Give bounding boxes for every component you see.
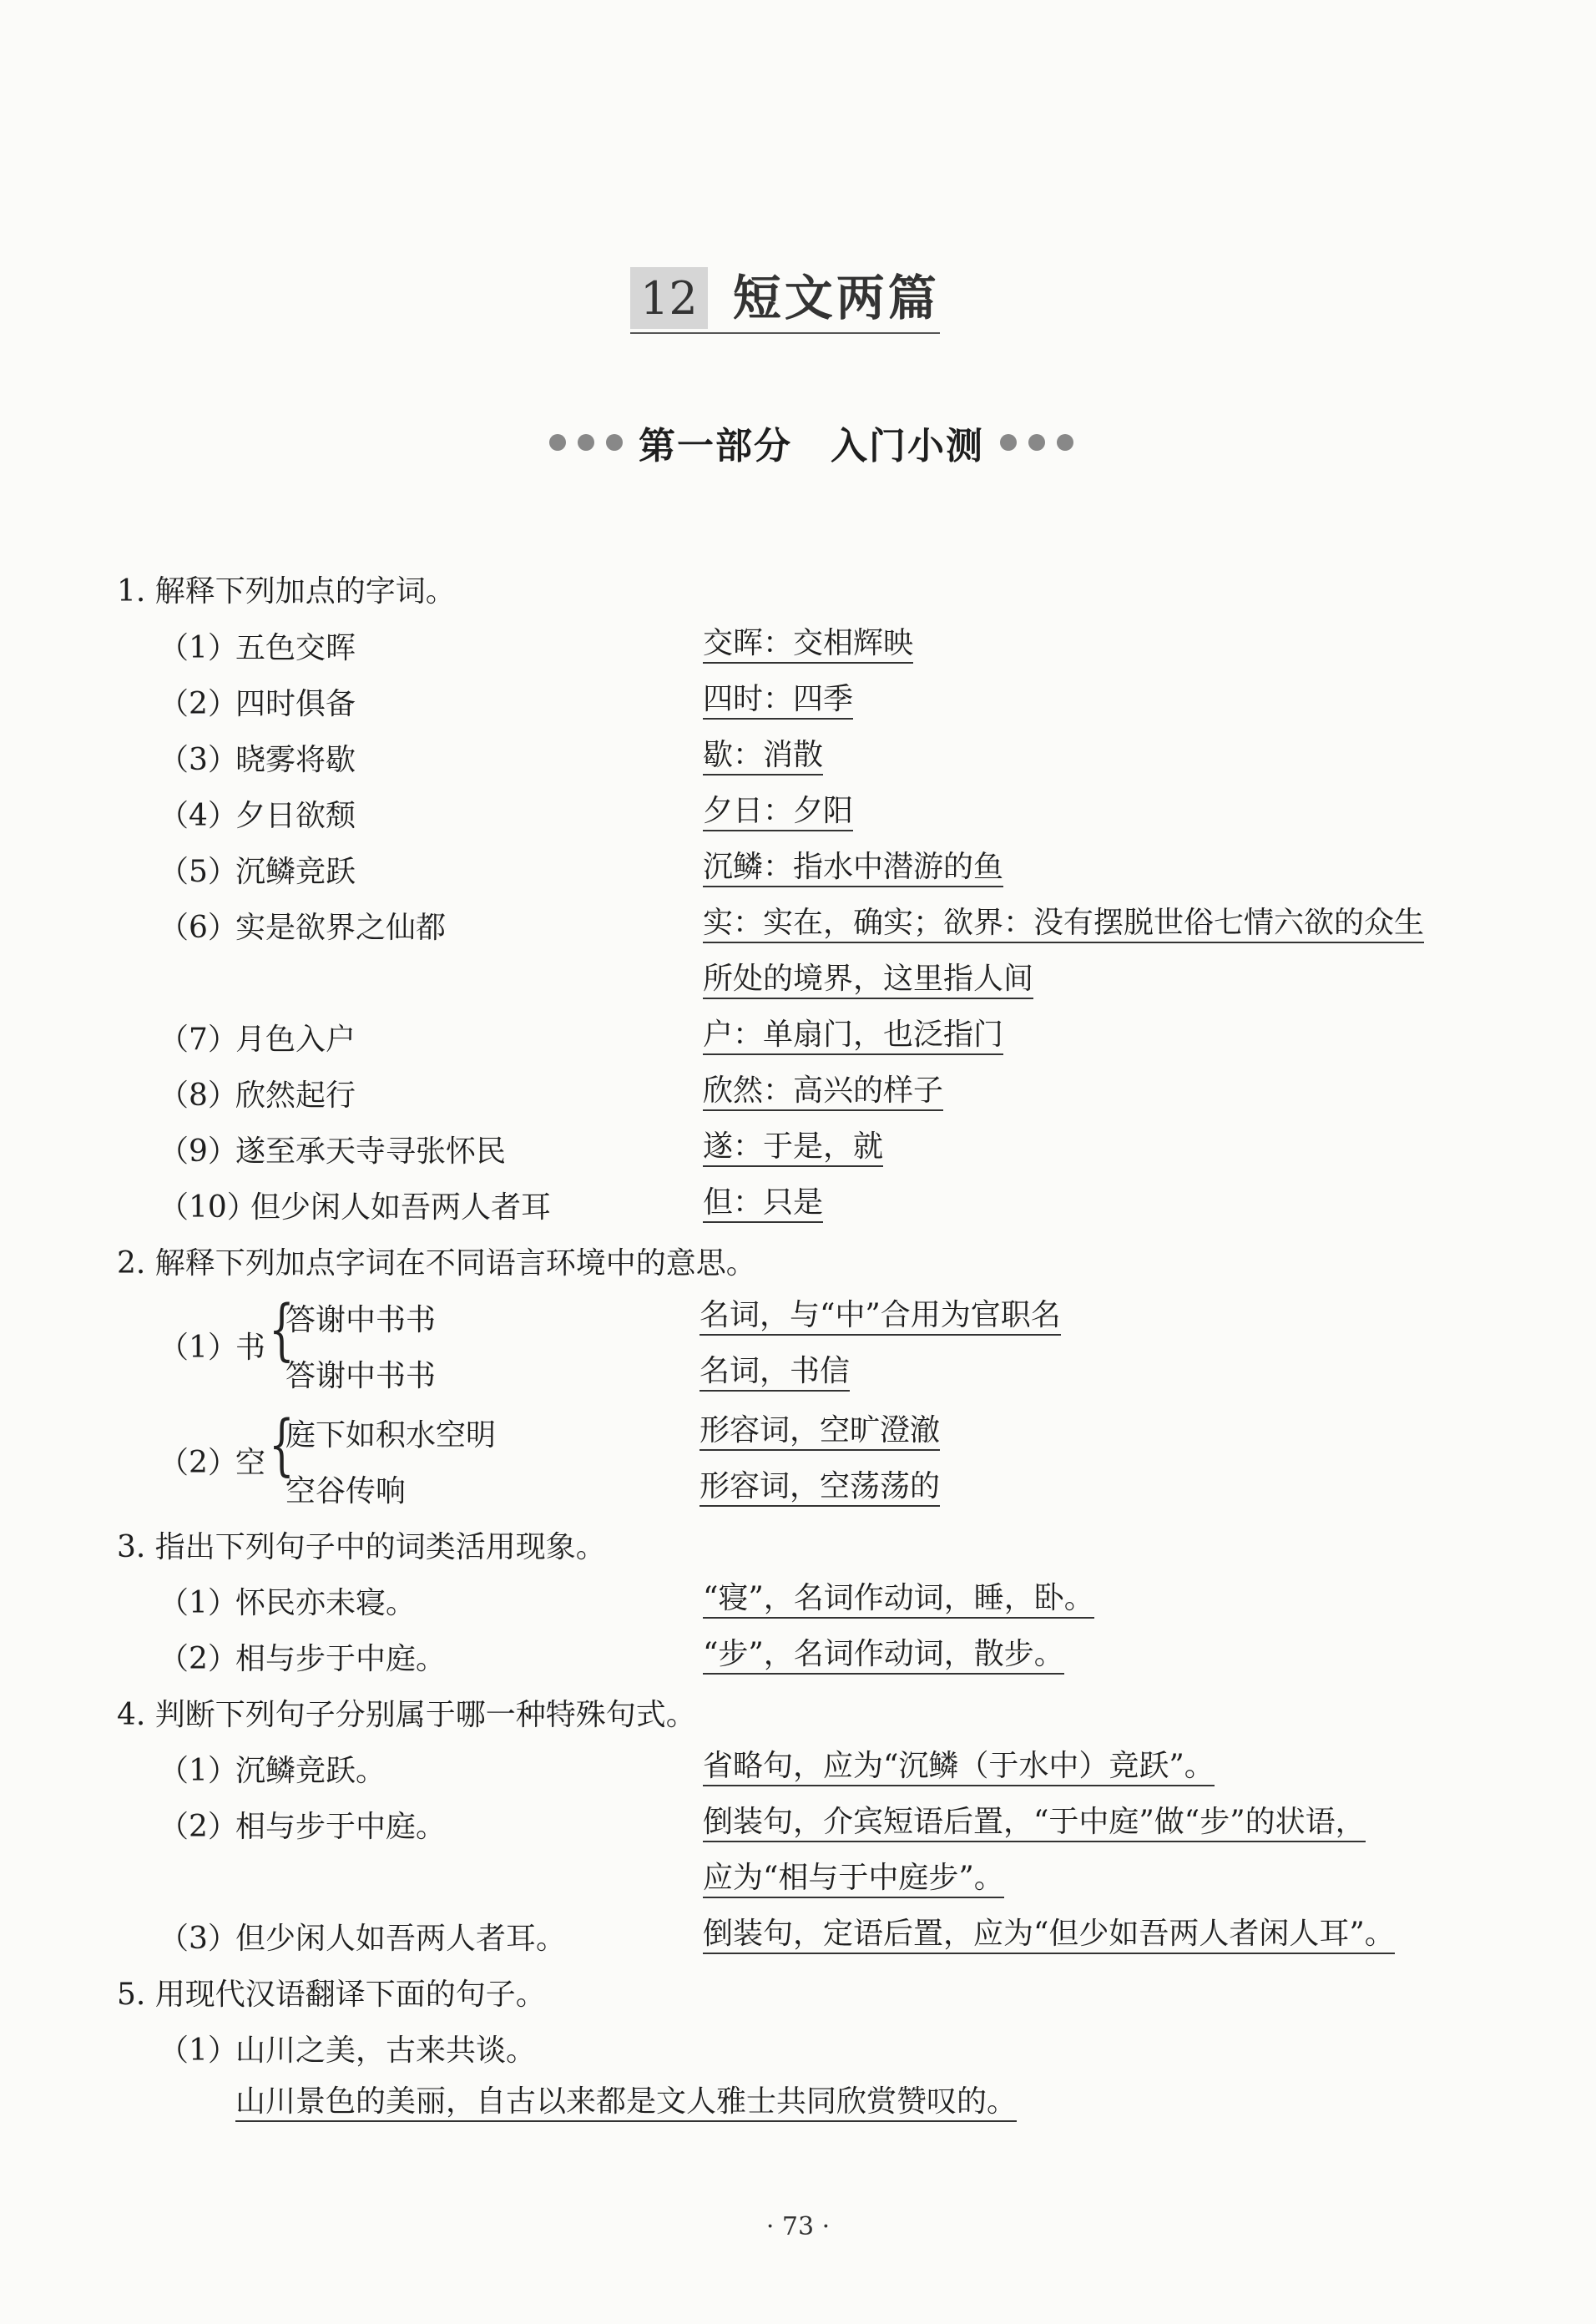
item-answer: 沉鳞：指水中潜游的鱼 [703,848,1003,887]
left-brace-icon: { [269,1406,295,1483]
item-answer: 形容词，空旷澄澈 [700,1412,940,1451]
item-number: （2） [159,1642,238,1676]
item-answer: 夕日：夕阳 [703,792,853,831]
list-item [0,1747,1596,1794]
item-number: （3） [159,1922,238,1956]
bullet-dot-icon [606,434,623,451]
list-item [0,1072,1596,1119]
lesson-name: 短文两篇 [732,270,940,326]
bullet-dot-icon [1057,434,1073,451]
item-answer: “步”，名词作动词，散步。 [703,1635,1064,1675]
list-item-continuation [0,960,1596,1007]
list-item [0,736,1596,783]
bullet-dot-icon [1000,434,1017,451]
list-item [0,1184,1596,1230]
item-number: （8） [159,1079,238,1113]
item-text: 月色入户 [235,1023,356,1057]
item-number: （10） [159,1190,257,1225]
group-char: 空 [235,1446,266,1480]
item-number: （6） [159,911,238,945]
list-item [0,792,1596,839]
item-answer: 倒装句，介宾短语后置，“于中庭”做“步”的状语， [703,1803,1366,1842]
question-prompt: 2. 解释下列加点字词在不同语言环境中的意思。 [117,1246,756,1281]
list-item [0,904,1596,951]
list-item-continuation [0,1859,1596,1906]
lesson-number: 12 [630,267,708,329]
item-number: （1） [159,1586,238,1620]
item-text: 庭下如积水空明 [285,1418,497,1452]
item-text: 但少闲人如吾两人者耳 [250,1190,552,1225]
list-item [0,2027,1596,2074]
item-text: 五色交晖 [235,631,356,665]
question-5 [0,1971,1596,2018]
item-answer: 倒装句，定语后置，应为“但少如吾两人者闲人耳”。 [703,1915,1395,1954]
item-number: （1） [159,1754,238,1788]
list-item [0,1579,1596,1626]
item-answer: 歇：消散 [703,736,823,776]
group-char: 书 [235,1331,266,1365]
item-text: 答谢中书书 [285,1359,437,1393]
question-prompt: 4. 判断下列句子分别属于哪一种特殊句式。 [117,1698,696,1732]
item-text: 相与步于中庭。 [235,1642,447,1676]
item-text: 但少闲人如吾两人者耳。 [235,1922,567,1956]
list-item [0,1635,1596,1682]
item-answer: 山川景色的美丽，自古以来都是文人雅士共同欣赏赞叹的。 [235,2083,1017,2122]
item-answer: 欣然：高兴的样子 [703,1072,943,1111]
section-title: 第一部分 入门小测 [639,425,984,467]
item-text: 遂至承天寺寻张怀民 [235,1134,507,1169]
item-answer: 所处的境界，这里指人间 [703,960,1033,999]
question-4 [0,1691,1596,1738]
item-number: （2） [159,1446,238,1480]
item-answer: 名词，与“中”合用为官职名 [700,1296,1061,1336]
item-text: 答谢中书书 [285,1303,437,1337]
lesson-title [630,265,940,334]
item-answer: 应为“相与于中庭步”。 [703,1859,1004,1898]
item-text: 山川之美，古来共谈。 [235,2034,537,2068]
left-brace-icon: { [269,1291,295,1368]
list-item [0,1915,1596,1962]
list-item [0,1468,1596,1514]
item-text: 相与步于中庭。 [235,1810,447,1844]
list-item [0,1352,1596,1399]
page-number: · 73 · [765,2212,831,2241]
item-text: 沉鳞竞跃 [235,855,356,889]
list-item [0,1016,1596,1063]
item-number: （4） [159,799,238,833]
item-text: 怀民亦未寝。 [235,1586,417,1620]
item-answer: 但：只是 [703,1184,823,1223]
item-number: （3） [159,743,238,777]
item-answer: 省略句，应为“沉鳞（于水中）竞跃”。 [703,1747,1215,1786]
item-answer: 名词，书信 [700,1352,850,1392]
item-answer: 实：实在，确实；欲界：没有摆脱世俗七情六欲的众生 [703,904,1424,943]
list-item [0,1296,1596,1343]
question-3 [0,1523,1596,1570]
item-answer: “寝”，名词作动词，睡，卧。 [703,1579,1094,1619]
item-number: （2） [159,687,238,721]
list-item [0,1412,1596,1458]
item-answer: 遂：于是，就 [703,1128,883,1167]
list-item-answer [0,2083,1596,2129]
question-prompt: 3. 指出下列句子中的词类活用现象。 [117,1530,606,1564]
item-number: （9） [159,1134,238,1169]
section-header [511,417,1112,467]
item-answer: 四时：四季 [703,680,853,720]
item-text: 晓雾将歇 [235,743,356,777]
list-item [0,1803,1596,1850]
list-item [0,848,1596,895]
item-number: （1） [159,631,238,665]
question-prompt: 5. 用现代汉语翻译下面的句子。 [117,1978,546,2012]
item-text: 空谷传响 [285,1474,407,1508]
item-text: 实是欲界之仙都 [235,911,447,945]
item-text: 沉鳞竞跃。 [235,1754,386,1788]
item-number: （1） [159,1331,238,1365]
list-item [0,624,1596,671]
question-1 [0,568,1596,614]
item-answer: 交晖：交相辉映 [703,624,913,664]
item-text: 夕日欲颓 [235,799,356,833]
item-number: （7） [159,1023,238,1057]
item-answer: 形容词，空荡荡的 [700,1468,940,1507]
question-prompt: 1. 解释下列加点的字词。 [117,574,456,609]
item-number: （2） [159,1810,238,1844]
item-number: （5） [159,855,238,889]
question-2 [0,1240,1596,1286]
bullet-dot-icon [578,434,594,451]
list-item [0,1128,1596,1175]
item-text: 欣然起行 [235,1079,356,1113]
bullet-dot-icon [1028,434,1045,451]
item-answer: 户：单扇门，也泛指门 [703,1016,1003,1055]
list-item [0,680,1596,727]
item-text: 四时俱备 [235,687,356,721]
bullet-dot-icon [549,434,566,451]
item-number: （1） [159,2034,238,2068]
